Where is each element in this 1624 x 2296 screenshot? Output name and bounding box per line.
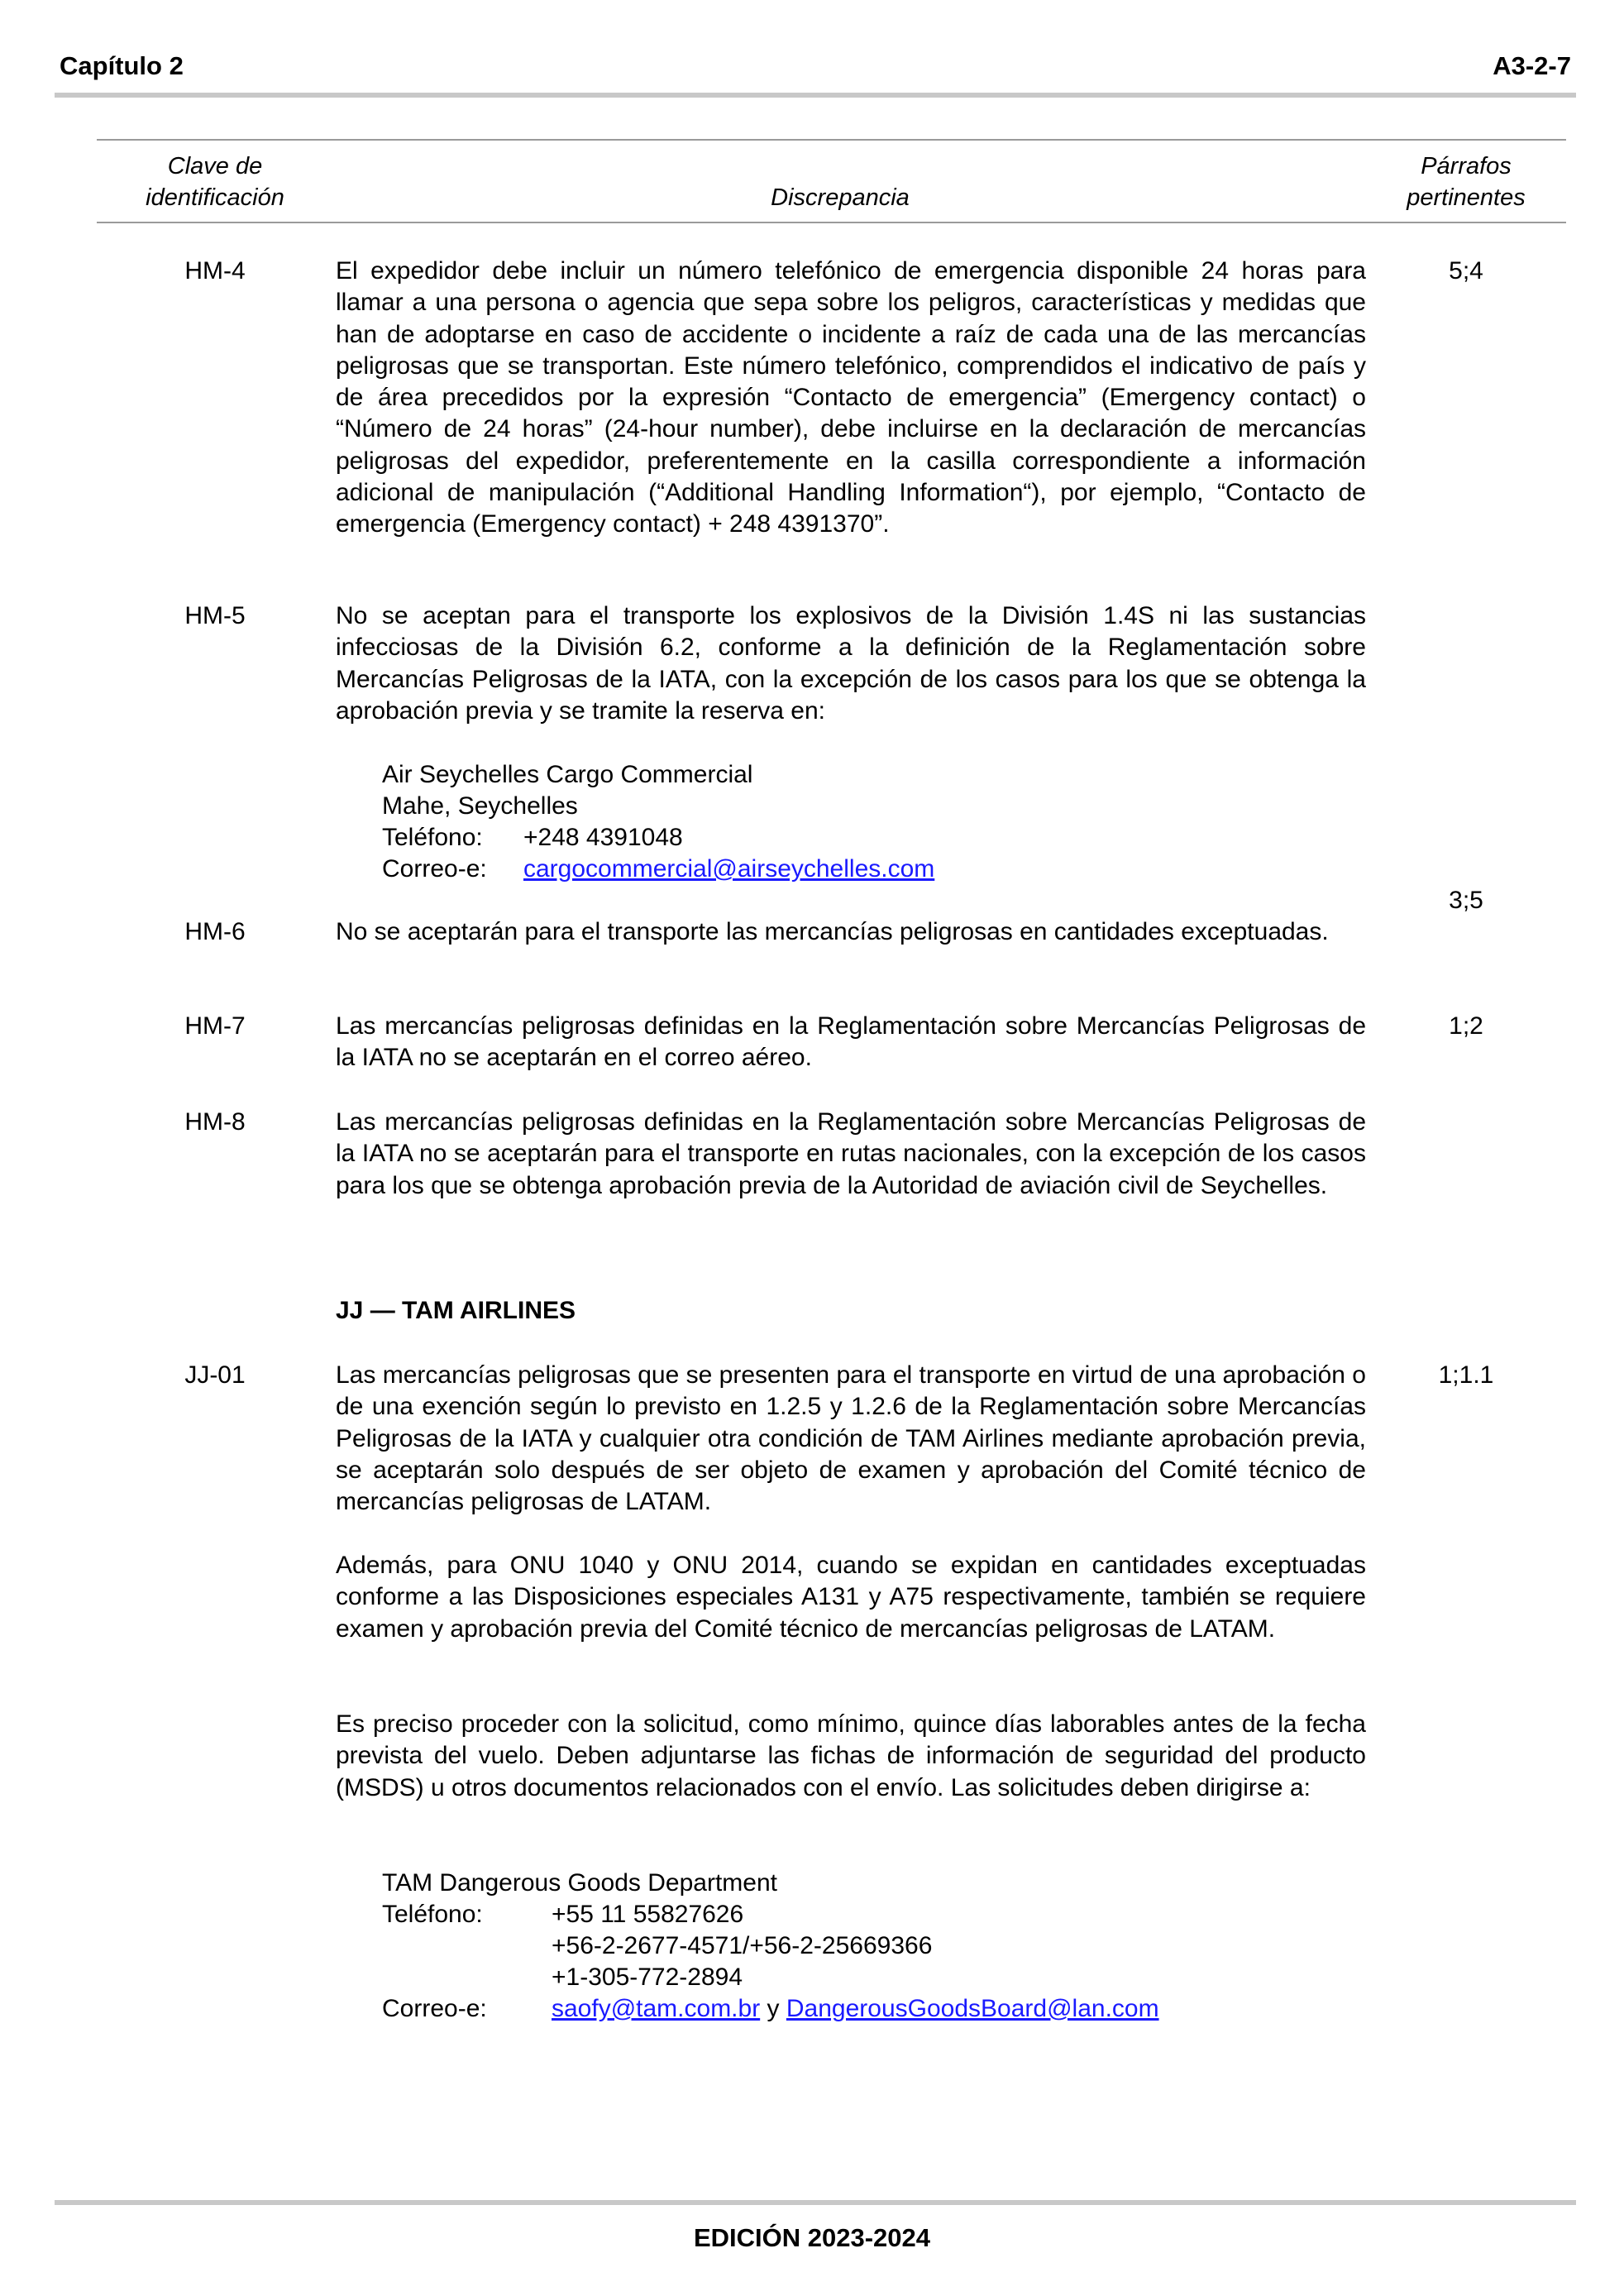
- hm5-email-link[interactable]: cargocommercial@airseychelles.com: [523, 855, 935, 883]
- entry-text-hm6: No se aceptarán para el transporte las mercancías peligrosas en cantidades exceptuadas.: [336, 918, 1329, 945]
- entry-refs-hm7: 1;2: [1449, 1012, 1483, 1040]
- entry-refs-hm5: 3;5: [1449, 887, 1483, 914]
- footer-divider: [55, 2200, 1576, 2205]
- jj01-email-label: Correo-e:: [382, 1995, 487, 2022]
- entry-refs-hm4: 5;4: [1449, 257, 1483, 285]
- entry-code-hm4: HM-4: [184, 257, 246, 285]
- chapter-title: Capítulo 2: [60, 51, 184, 80]
- hm5-email-label: Correo-e:: [382, 855, 487, 883]
- section-heading-jj: JJ — TAM AIRLINES: [336, 1297, 576, 1324]
- entry-code-hm5: HM-5: [184, 602, 246, 629]
- column-header-paragraphs: Párrafos pertinentes: [1407, 153, 1526, 211]
- entry-text-hm4: El expedidor debe incluir un número telefónico de emergencia disponible 24 horas para llamar a una persona o agencia que sepa sobre los peligros, características y medidas que han de adoptarse en caso de accidente o incidente a raíz de cada una de las mercancías peligrosas que se transportan. Este número telefónico, comprendidos el indicativo de país y de área precedidos por la expresión “Contacto de emergencia” (Emergency contact) o “Número de 24 horas” (24-hour number), debe incluirse en la declaración de mercancías peligrosas del expedidor, preferentemente en la casilla correspondiente a información adicional de manipulación (“Additional Handling Information“), por ejemplo, “Contacto de emergencia (Emergency contact) + 248 4391370”.: [336, 257, 1366, 538]
- entry-text-hm8: Las mercancías peligrosas definidas en la Reglamentación sobre Mercancías Peligrosas de la IATA no se aceptarán para el transporte en rutas nacionales, con la excepción de los casos para los que se obtenga aprobación previa de la Autoridad de aviación civil de Seychelles.: [336, 1108, 1366, 1199]
- jj01-phone-label: Teléfono:: [382, 1901, 483, 1928]
- header-divider: [55, 93, 1576, 98]
- entry-text-hm7: Las mercancías peligrosas definidas en la Reglamentación sobre Mercancías Peligrosas de la IATA no se aceptarán en el correo aéreo.: [336, 1012, 1366, 1072]
- hm5-phone: +248 4391048: [523, 824, 683, 851]
- jj01-email-link-2[interactable]: DangerousGoodsBoard@lan.com: [786, 1995, 1159, 2022]
- jj01-phone-1: +55 11 55827626: [552, 1901, 744, 1928]
- jj01-email-joiner: y: [767, 1995, 780, 2022]
- hm5-phone-label: Teléfono:: [382, 824, 483, 851]
- jj01-paragraph-3: Es preciso proceder con la solicitud, como mínimo, quince días laborables antes de la fecha prevista del vuelo. Deben adjuntarse las fichas de información de seguridad del producto (MSDS) u otros documentos relacionados con el envío. Las solicitudes deben dirigirse a:: [336, 1710, 1366, 1801]
- column-header-key: Clave de identificación: [146, 153, 284, 211]
- jj01-contact-name: TAM Dangerous Goods Department: [382, 1869, 777, 1897]
- jj01-paragraph-1: Las mercancías peligrosas que se presenten para el transporte en virtud de una aprobación o de una exención según lo previsto en 1.2.5 y 1.2.6 de la Reglamentación sobre Mercancías Peligrosas de la IATA y cualquier otra condición de TAM Airlines mediante aprobación previa, se aceptarán solo después de ser objeto de examen y aprobación del Comité técnico de mercancías peligrosas de LATAM.: [336, 1361, 1366, 1516]
- hm5-contact-name: Air Seychelles Cargo Commercial: [382, 761, 753, 788]
- jj01-phone-3: +1-305-772-2894: [552, 1964, 743, 1991]
- entry-code-hm7: HM-7: [184, 1012, 246, 1040]
- table-top-rule: [97, 139, 1566, 141]
- edition-footer: EDICIÓN 2023-2024: [693, 2223, 931, 2252]
- entry-code-hm8: HM-8: [184, 1108, 246, 1136]
- jj01-paragraph-2: Además, para ONU 1040 y ONU 2014, cuando se expidan en cantidades exceptuadas conforme a las Disposiciones especiales A131 y A75 respectivamente, también se requiere examen y aprobación previa del Comité técnico de mercancías peligrosas de LATAM.: [336, 1552, 1366, 1643]
- hm5-contact-location: Mahe, Seychelles: [382, 792, 578, 820]
- column-header-discrepancy: Discrepancia: [771, 184, 910, 211]
- jj01-email-link-1[interactable]: saofy@tam.com.br: [552, 1995, 761, 2022]
- page-number: A3-2-7: [1493, 51, 1571, 80]
- entry-code-hm6: HM-6: [184, 918, 246, 945]
- entry-refs-jj01: 1;1.1: [1438, 1361, 1494, 1389]
- entry-code-jj01: JJ-01: [184, 1361, 246, 1389]
- jj01-email-row: [552, 1993, 1159, 2025]
- table-header-rule: [97, 222, 1566, 223]
- jj01-phone-2: +56-2-2677-4571/+56-2-25669366: [552, 1932, 933, 1959]
- entry-text-hm5: No se aceptan para el transporte los explosivos de la División 1.4S ni las sustancias infecciosas de la División 6.2, conforme a la definición de la Reglamentación sobre Mercancías Peligrosas de la IATA, con la excepción de los casos para los que se obtenga la aprobación previa y se tramite la reserva en:: [336, 602, 1366, 725]
